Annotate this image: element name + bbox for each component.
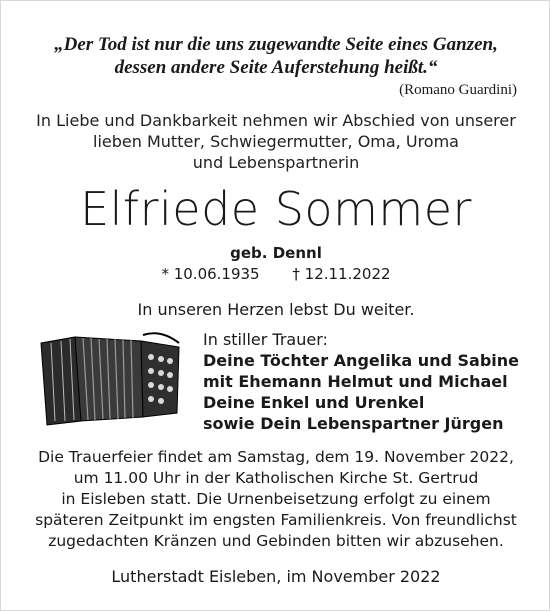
mourner-line: mit Ehemann Helmut und Michael [203, 372, 508, 391]
quote-line: „Der Tod ist nur die uns zugewandte Seite eines Ganzen, [54, 34, 498, 55]
mourners-label: In stiller Trauer: [203, 330, 328, 349]
accordion-icon [31, 329, 191, 429]
life-dates [1, 265, 550, 283]
quote [1, 33, 550, 79]
birth-date: * 10.06.1935 [161, 265, 260, 283]
quote-line: dessen andere Seite Auferstehung heißt.“ [114, 57, 438, 78]
quote-author: (Romano Guardini) [399, 82, 517, 98]
intro-text [1, 110, 550, 173]
mourners-block [203, 329, 519, 434]
intro-line: In Liebe und Dankbarkeit nehmen wir Abschied von unserer [36, 111, 516, 130]
service-line: Die Trauerfeier findet am Samstag, dem 19. November 2022, [38, 448, 514, 466]
mourner-line: sowie Dein Lebenspartner Jürgen [203, 414, 504, 433]
death-date: † 12.11.2022 [292, 265, 391, 283]
service-line: späteren Zeitpunkt im engsten Familienkreis. Von freundlichst [35, 511, 517, 529]
farewell-text: In unseren Herzen lebst Du weiter. [137, 300, 415, 319]
intro-line: und Lebenspartnerin [192, 153, 360, 172]
mourner-line: Deine Töchter Angelika und Sabine [203, 351, 520, 370]
service-details [1, 447, 550, 552]
deceased-name: Elfriede Sommer [80, 182, 472, 236]
intro-line: lieben Mutter, Schwiegermutter, Oma, Uroma [93, 132, 459, 151]
service-line: zugedachten Kränzen und Gebinden bitten wir abzusehen. [48, 532, 504, 550]
service-line: um 11.00 Uhr in der Katholischen Kirche St. Gertrud [73, 469, 479, 487]
place-date: Lutherstadt Eisleben, im November 2022 [111, 567, 441, 586]
mourner-line: Deine Enkel und Urenkel [203, 393, 425, 412]
service-line: in Eisleben statt. Die Urnenbeisetzung erfolgt zu einem [61, 490, 491, 508]
maiden-name: geb. Dennl [230, 244, 322, 262]
